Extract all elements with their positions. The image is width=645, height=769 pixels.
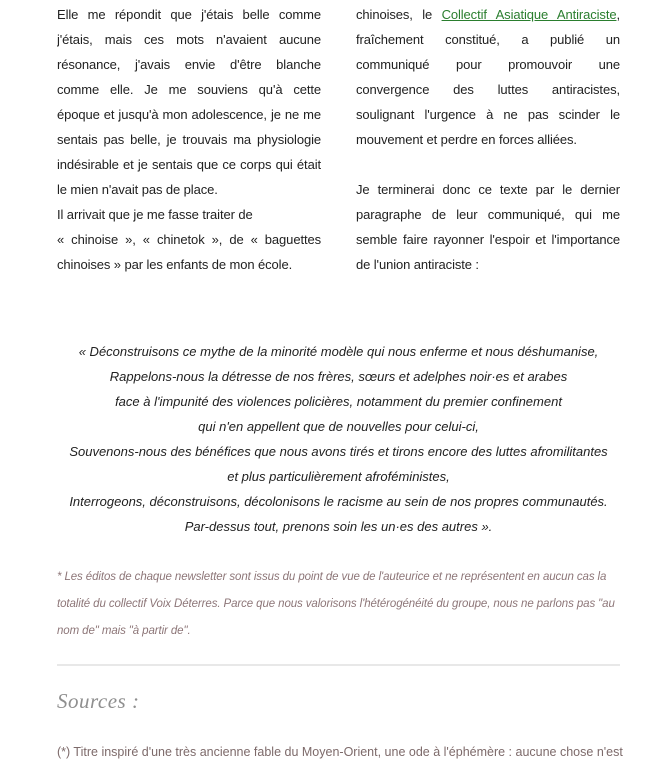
text-line-with-link [356,2,620,27]
section-divider [57,664,620,666]
collectif-asiatique-antiraciste-link[interactable]: Collectif Asiatique Antiraciste [441,7,617,22]
quote-line: et plus particulièrement afroféministes, [227,469,450,484]
quote-line: Par-dessus tout, prenons soin les un·es des autres ». [184,519,493,534]
text-span: chinoises, le [356,7,433,22]
text-line: paragraphe de leur communiqué, qui me [356,207,620,222]
text-line: sentais pas belle, je trouvais ma physiologie [57,132,321,147]
text-line: Elle me répondit que j'étais belle comme [57,7,321,22]
text-line: communiqué pour promouvoir une [356,57,620,72]
disclaimer-line: * Les éditos de chaque newsletter sont issus du point de vue de l'auteurice et ne représentent en aucun cas la [57,571,607,583]
article-columns [57,2,620,277]
sources-heading: Sources : [57,689,140,713]
disclaimer-line: totalité du collectif Voix Déterres. Parce que nous valorisons l'hétérogénéité du groupe, nous ne parlons pas "au [57,598,615,610]
disclaimer-line: nom de" mais "à partir de". [57,625,191,637]
communique-quote [57,339,620,539]
right-paragraph-1 [356,27,620,152]
quote-line: qui n'en appellent que de nouvelles pour celui-ci, [198,419,479,434]
text-line: indésirable et je sentais que ce corps qui était [57,157,321,172]
title-footnote: (*) Titre inspiré d'une très ancienne fable du Moyen-Orient, une ode à l'éphémère : aucune chose n'est [57,745,623,759]
article-content [57,2,623,760]
quote-line: Rappelons-nous la détresse de nos frères, sœurs et adelphes noir·es et arabes [109,369,568,384]
quote-line: Souvenons-nous des bénéfices que nous avons tirés et tirons encore des luttes afromilitantes [69,444,608,459]
quote-line: Interrogeons, déconstruisons, décolonisons le racisme au sein de nos propres communautés. [69,494,608,509]
text-line: j'étais, mais ces mots n'avaient aucune [57,32,321,47]
article-column-right [356,2,620,277]
edito-disclaimer [57,564,620,645]
text-line: le mien n'avait pas de place. [57,182,218,197]
text-line: résonance, j'avais envie d'être blanche [57,57,321,72]
text-line: fraîchement constitué, a publié un [356,32,620,47]
text-line: chinoises » par les enfants de mon école. [57,257,293,272]
text-line: Je terminerai donc ce texte par le dernier [356,182,620,197]
text-line: « chinoise », « chinetok », de « baguettes [57,232,321,247]
text-line: semble faire rayonner l'espoir et l'importance [356,232,620,247]
text-line: Il arrivait que je me fasse traiter de [57,207,253,222]
text-line: de l'union antiraciste : [356,257,479,272]
quote-line: face à l'impunité des violences policières, notamment du premier confinement [115,394,562,409]
text-line: comme elle. Je me souviens qu'à cette [57,82,321,97]
text-line: époque et jusqu'à mon adolescence, je ne me [57,107,321,122]
article-column-left [57,2,321,277]
quote-line: « Déconstruisons ce mythe de la minorité modèle qui nous enferme et nous déshumanise, [78,344,599,359]
text-line: mouvement et perdre en forces alliées. [356,132,577,147]
paragraph-gap [356,152,620,177]
text-span: , [616,7,620,22]
text-line: convergence des luttes antiracistes, [356,82,620,97]
text-line: soulignant l'urgence à ne pas scinder le [356,107,620,122]
right-paragraph-2 [356,177,620,277]
